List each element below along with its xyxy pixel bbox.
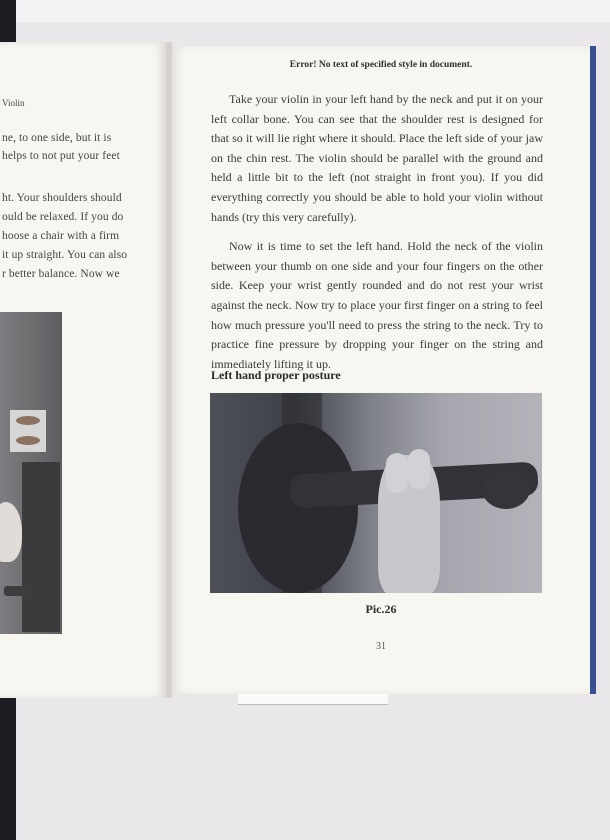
paper-strip (238, 694, 388, 705)
cover-edge (590, 46, 596, 694)
left-text-line: hoose a chair with a firm (2, 230, 120, 242)
right-page (172, 46, 590, 694)
running-head: Error! No text of specified style in document. (289, 60, 473, 70)
photo-stool (22, 462, 60, 632)
left-running-head: Violin (2, 98, 25, 108)
photo-shoe (4, 586, 34, 596)
figure-caption: Pic.26 (365, 602, 397, 616)
paragraph: Now it is time to set the left hand. Hold the neck of the violin between your thumb on one side and your four fingers on the other side. Keep your wrist gently rounded and do not rest your wrist against the neck. Now try to place your first finger on a string to feel how much pressure you'll need to press the string to the neck. Try to practice fine pressure by dropping your finger on the string and immediately lifting it up. (211, 239, 543, 371)
finger (408, 449, 430, 489)
body-text (211, 90, 543, 384)
violin-poster (10, 410, 46, 452)
paragraph: Take your violin in your left hand by the neck and put it on your left collar bone. You can see that the shoulder rest is designed for that so it will lie right where it should. Place the left side of your jaw on the chin rest. The violin should be parallel with the ground and held a little bit to the left (not straight in front you). If you did everything correctly you should be able to hold your violin without hands (try this very carefully). (211, 92, 543, 224)
left-text-line: it up straight. You can also (2, 249, 128, 261)
finger (386, 453, 408, 493)
left-text-line: r better balance. Now we (2, 268, 120, 280)
photo-knee (0, 502, 22, 562)
left-page (0, 42, 166, 698)
page-number: 31 (376, 641, 386, 652)
left-text-line: ne, to one side, but it is (2, 132, 112, 144)
left-page-photo (0, 312, 62, 634)
left-hand-posture-photo (210, 393, 542, 593)
left-text-line: ould be relaxed. If you do (2, 211, 124, 223)
scan-background-top (0, 0, 610, 22)
left-text-line: helps to not put your feet (2, 150, 120, 162)
violin-scroll (482, 469, 530, 509)
left-text-line: ht. Your shoulders should (2, 192, 122, 204)
section-subheading: Left hand proper posture (211, 368, 341, 382)
